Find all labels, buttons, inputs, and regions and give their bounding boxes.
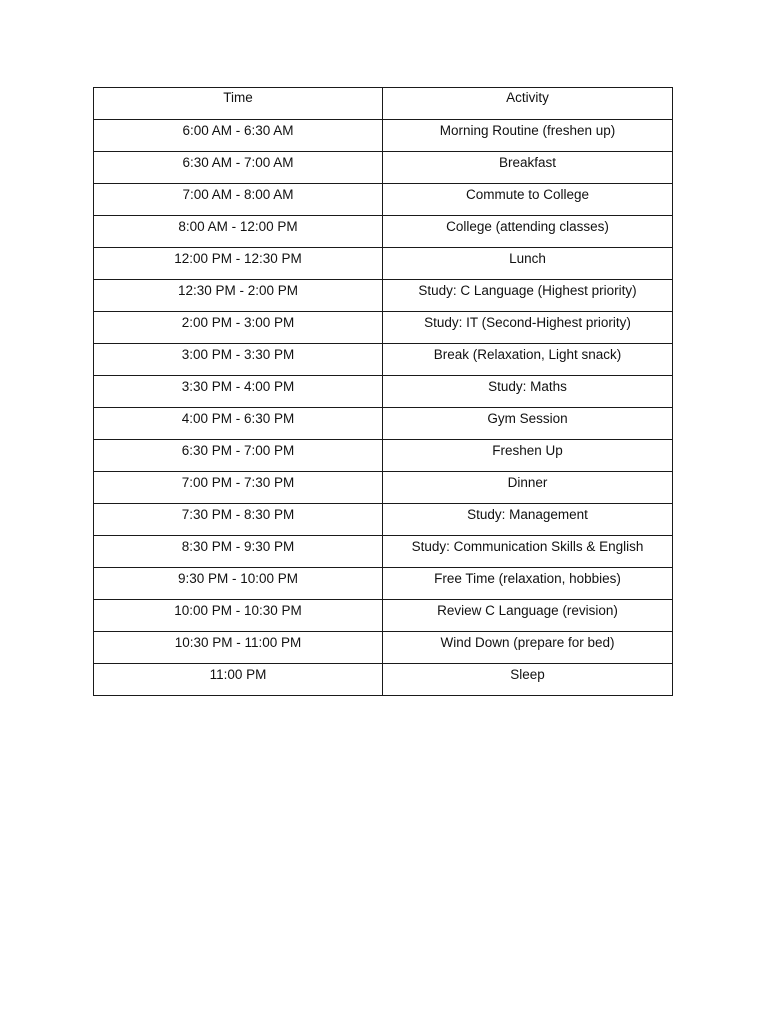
- activity-cell: Review C Language (revision): [383, 600, 673, 632]
- time-cell: 4:00 PM - 6:30 PM: [94, 408, 383, 440]
- time-cell: 12:30 PM - 2:00 PM: [94, 280, 383, 312]
- time-cell: 6:30 AM - 7:00 AM: [94, 152, 383, 184]
- table-row: [94, 472, 673, 504]
- time-cell: 9:30 PM - 10:00 PM: [94, 568, 383, 600]
- table-row: [94, 376, 673, 408]
- activity-cell: Morning Routine (freshen up): [383, 120, 673, 152]
- time-cell: 10:00 PM - 10:30 PM: [94, 600, 383, 632]
- header-row: [94, 88, 673, 120]
- activity-cell: Break (Relaxation, Light snack): [383, 344, 673, 376]
- table-row: [94, 408, 673, 440]
- activity-cell: Commute to College: [383, 184, 673, 216]
- activity-cell: Gym Session: [383, 408, 673, 440]
- time-cell: 6:00 AM - 6:30 AM: [94, 120, 383, 152]
- table-row: [94, 568, 673, 600]
- table-row: [94, 152, 673, 184]
- table-row: [94, 664, 673, 696]
- table-body: [94, 120, 673, 696]
- table-row: [94, 248, 673, 280]
- table-header: [94, 88, 673, 120]
- table-row: [94, 184, 673, 216]
- time-cell: 3:30 PM - 4:00 PM: [94, 376, 383, 408]
- table-row: [94, 280, 673, 312]
- time-cell: 8:00 AM - 12:00 PM: [94, 216, 383, 248]
- activity-cell: College (attending classes): [383, 216, 673, 248]
- time-cell: 12:00 PM - 12:30 PM: [94, 248, 383, 280]
- table-row: [94, 312, 673, 344]
- table-row: [94, 504, 673, 536]
- table-row: [94, 120, 673, 152]
- time-cell: 3:00 PM - 3:30 PM: [94, 344, 383, 376]
- activity-cell: Lunch: [383, 248, 673, 280]
- activity-cell: Study: Maths: [383, 376, 673, 408]
- table-row: [94, 600, 673, 632]
- table-row: [94, 344, 673, 376]
- activity-cell: Wind Down (prepare for bed): [383, 632, 673, 664]
- table-row: [94, 440, 673, 472]
- activity-cell: Freshen Up: [383, 440, 673, 472]
- activity-cell: Study: Management: [383, 504, 673, 536]
- time-cell: 7:00 AM - 8:00 AM: [94, 184, 383, 216]
- time-cell: 7:30 PM - 8:30 PM: [94, 504, 383, 536]
- activity-cell: Dinner: [383, 472, 673, 504]
- schedule-table: [93, 87, 673, 696]
- activity-cell: Study: Communication Skills & English: [383, 536, 673, 568]
- activity-cell: Study: C Language (Highest priority): [383, 280, 673, 312]
- time-cell: 10:30 PM - 11:00 PM: [94, 632, 383, 664]
- activity-cell: Free Time (relaxation, hobbies): [383, 568, 673, 600]
- activity-cell: Breakfast: [383, 152, 673, 184]
- activity-cell: Study: IT (Second-Highest priority): [383, 312, 673, 344]
- time-cell: 8:30 PM - 9:30 PM: [94, 536, 383, 568]
- table-row: [94, 632, 673, 664]
- activity-cell: Sleep: [383, 664, 673, 696]
- header-time: Time: [94, 88, 383, 120]
- table-row: [94, 536, 673, 568]
- table-row: [94, 216, 673, 248]
- time-cell: 7:00 PM - 7:30 PM: [94, 472, 383, 504]
- time-cell: 2:00 PM - 3:00 PM: [94, 312, 383, 344]
- time-cell: 6:30 PM - 7:00 PM: [94, 440, 383, 472]
- header-activity: Activity: [383, 88, 673, 120]
- time-cell: 11:00 PM: [94, 664, 383, 696]
